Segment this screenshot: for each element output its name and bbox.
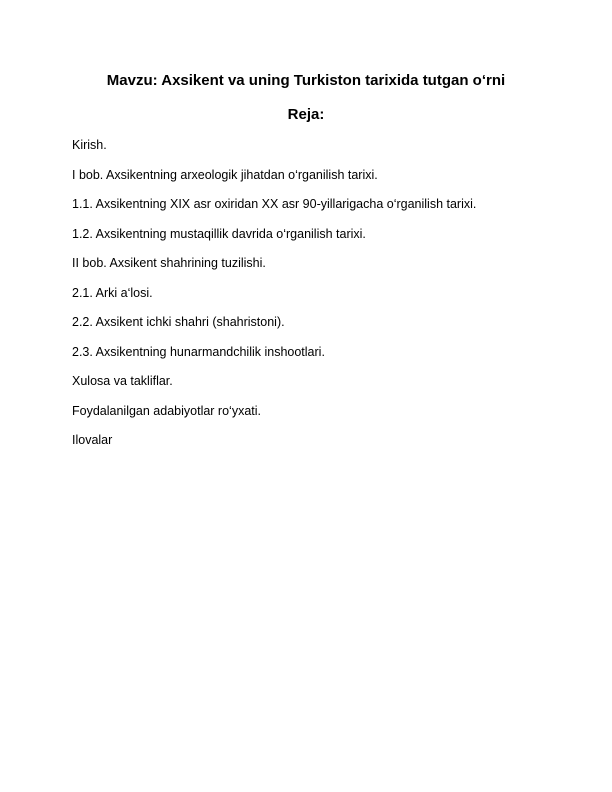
plan-item-chapter-2: II bob. Axsikent shahrining tuzilishi.: [72, 256, 266, 270]
plan-item-chapter-1: I bob. Axsikentning arxeologik jihatdan o‘rganilish tarixi.: [72, 167, 378, 182]
plan-heading: Reja:: [287, 106, 325, 123]
plan-item-section-2-3: 2.3. Axsikentning hunarmandchilik inshootlari.: [72, 344, 325, 359]
plan-item-section-2-1: 2.1. Arki a‘losi.: [72, 285, 153, 300]
plan-item-section-1-2: 1.2. Axsikentning mustaqillik davrida o‘rganilish tarixi.: [72, 226, 366, 241]
plan-item-section-2-2: 2.2. Axsikent ichki shahri (shahristoni).: [72, 315, 285, 329]
document-title: Mavzu: Axsikent va uning Turkiston tarixida tutgan o‘rni: [106, 72, 506, 89]
plan-item-references: Foydalanilgan adabiyotlar ro‘yxati.: [72, 403, 261, 418]
plan-item-section-1-1: 1.1. Axsikentning XIX asr oxiridan XX asr 90-yillarigacha o‘rganilish tarixi.: [72, 197, 477, 211]
plan-item-appendices: Ilovalar: [72, 433, 113, 447]
plan-item-introduction: Kirish.: [72, 138, 107, 152]
plan-item-conclusion: Xulosa va takliflar.: [72, 374, 173, 388]
plan-list: [72, 137, 476, 462]
